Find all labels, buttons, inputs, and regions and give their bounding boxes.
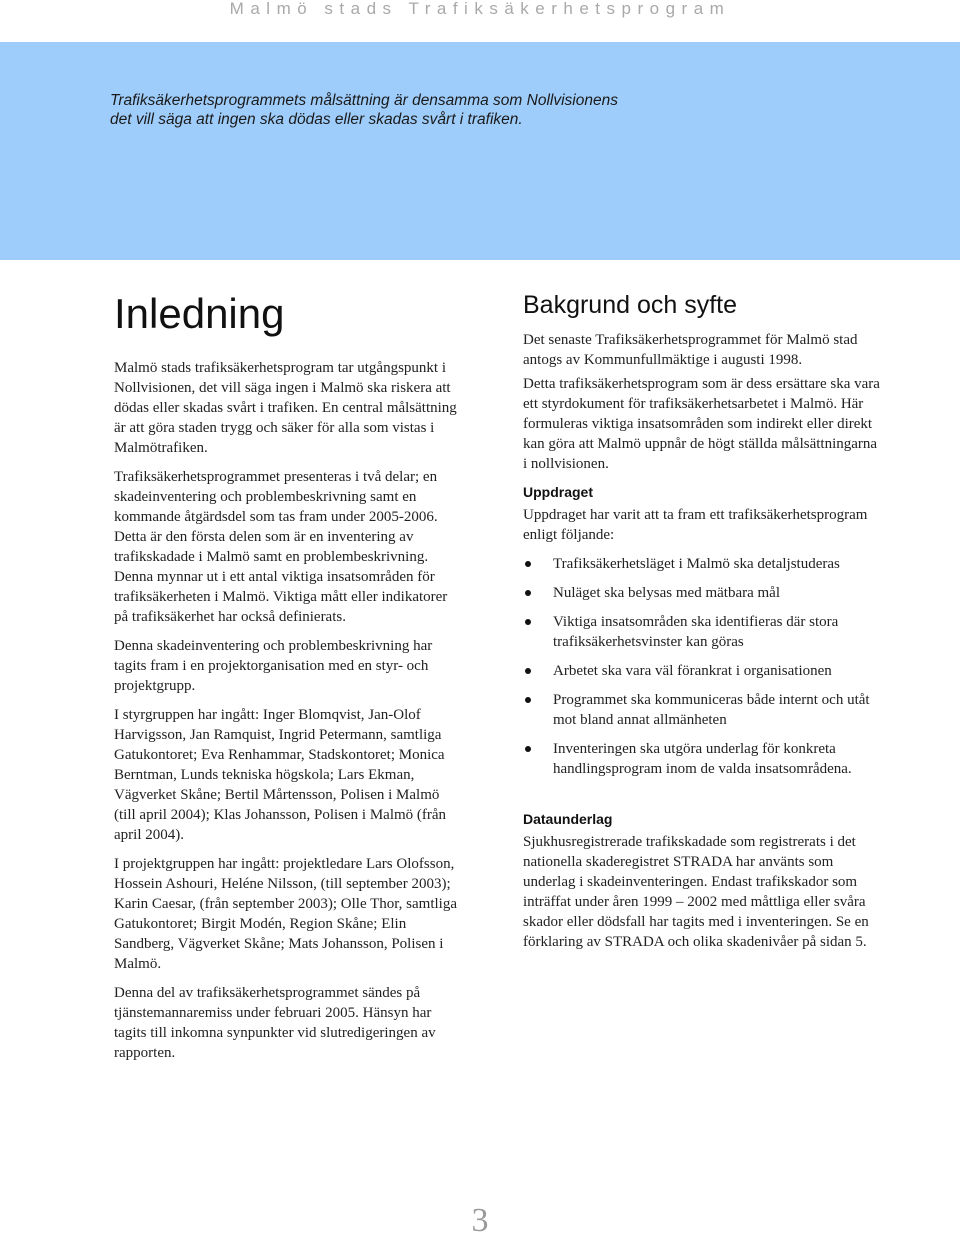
organisation-paragraph: Denna skadeinventering och problembeskrivning har tagits fram i en projektorganisation med en styr- och projektgrupp. bbox=[114, 638, 433, 694]
purpose-paragraph: Detta trafiksäkerhetsprogram som är dess ersättare ska vara ett styrdokument för trafiksäkerhetsarbetet i Malmö. Här formuleras viktiga insatsområden som indirekt eller direkt kan göra att Malmö uppnår de högt ställda målsättningarna i nollvisionen. bbox=[523, 376, 880, 472]
uppdraget-list bbox=[523, 554, 883, 779]
list-item: Programmet ska kommuniceras både internt och utåt mot bland annat allmänheten bbox=[523, 690, 883, 730]
section-title-inledning: Inledning bbox=[114, 290, 285, 337]
heading-uppdraget: Uppdraget bbox=[523, 484, 593, 500]
program-parts-paragraph: Trafiksäkerhetsprogrammet presenteras i två delar; en skadeinventering och problembeskrivning samt en kommande åtgärdsdel som tas fram under 2005-2006. Detta är den första delen som är en inventering av trafikskadade i Malmö samt en problembeskrivning. Denna mynnar ut i ett antal viktiga insatsområden för trafiksäkerheten i Malmö. Viktiga mått eller indikatorer på trafiksäkerhet har också definierats. bbox=[114, 469, 448, 625]
list-item: Arbetet ska vara väl förankrat i organisationen bbox=[523, 661, 883, 681]
goal-statement bbox=[110, 91, 790, 129]
goal-line-2: det vill säga att ingen ska dödas eller skadas svårt i trafiken. bbox=[110, 111, 523, 128]
steering-group-paragraph: I styrgruppen har ingått: Inger Blomqvist, Jan-Olof Harvigsson, Jan Ramquist, Ingrid Petermann, samtliga Gatukontoret; Eva Renhammar, Stadskontoret; Monica Berntman, Lunds tekniska högskola; Lars Ekman, Vägverket Skåne; Bertil Mårtensson, Polisen i Malmö (till april 2004); Klas Johansson, Polisen i Malmö (från april 2004). bbox=[114, 707, 447, 843]
section-title-bakgrund: Bakgrund och syfte bbox=[523, 291, 738, 319]
bullet-icon bbox=[525, 561, 531, 567]
page-number: 3 bbox=[471, 1202, 489, 1239]
list-item: Nuläget ska belysas med mätbara mål bbox=[523, 583, 883, 603]
bullet-icon bbox=[525, 619, 531, 625]
heading-dataunderlag: Dataunderlag bbox=[523, 811, 613, 827]
list-item: Viktiga insatsområden ska identifieras där stora trafiksäkerhetsvinster kan göras bbox=[523, 612, 883, 652]
list-item: Inventeringen ska utgöra underlag för konkreta handlingsprogram inom de valda insatsområdena. bbox=[523, 739, 883, 779]
project-group-paragraph: I projektgruppen har ingått: projektledare Lars Olofsson, Hossein Ashouri, Heléne Nilsson, (till september 2003); Karin Caesar, (från september 2003); Olle Thor, samtliga Gatukontoret; Birgit Modén, Region Skåne; Elin Sandberg, Vägverket Skåne; Mats Johansson, Polisen i Malmö. bbox=[114, 856, 457, 972]
consultation-paragraph: Denna del av trafiksäkerhetsprogrammet sändes på tjänstemannaremiss under februari 2005. Hänsyn har tagits till inkomna synpunkter vid slutredigeringen av rapporten. bbox=[114, 985, 436, 1061]
bullet-icon bbox=[525, 746, 531, 752]
bullet-icon bbox=[525, 668, 531, 674]
running-header: Malmö stads Trafiksäkerhetsprogram bbox=[229, 0, 731, 18]
bullet-icon bbox=[525, 697, 531, 703]
goal-line-1: Trafiksäkerhetsprogrammets målsättning är densamma som Nollvisionens bbox=[110, 92, 618, 109]
goal-banner bbox=[0, 42, 960, 260]
list-item: Trafiksäkerhetsläget i Malmö ska detaljstuderas bbox=[523, 554, 883, 574]
uppdraget-intro: Uppdraget har varit att ta fram ett trafiksäkerhetsprogram enligt följande: bbox=[523, 507, 868, 543]
left-column bbox=[114, 290, 464, 1072]
intro-paragraph: Malmö stads trafiksäkerhetsprogram tar utgångspunkt i Nollvisionen, det vill säga ingen i Malmö ska riskera att dödas eller skadas svårt i trafiken. En central målsättning är att göra staden trygg och säker för alla som vistas i Malmötrafiken. bbox=[114, 360, 457, 456]
background-paragraph: Det senaste Trafiksäkerhetsprogrammet för Malmö stad antogs av Kommunfullmäktige i augusti 1998. bbox=[523, 332, 858, 368]
bullet-icon bbox=[525, 590, 531, 596]
right-column bbox=[523, 288, 883, 961]
dataunderlag-paragraph: Sjukhusregistrerade trafikskadade som registrerats i det nationella skaderegistret STRADA har använts som underlag i skadeinventeringen. Endast trafikskador som inträffat under åren 1999 – 2002 med måttliga eller svåra skador eller dödsfall har tagits med i inventeringen. Se en förklaring av STRADA och olika skadenivåer på sidan 5. bbox=[523, 834, 869, 950]
